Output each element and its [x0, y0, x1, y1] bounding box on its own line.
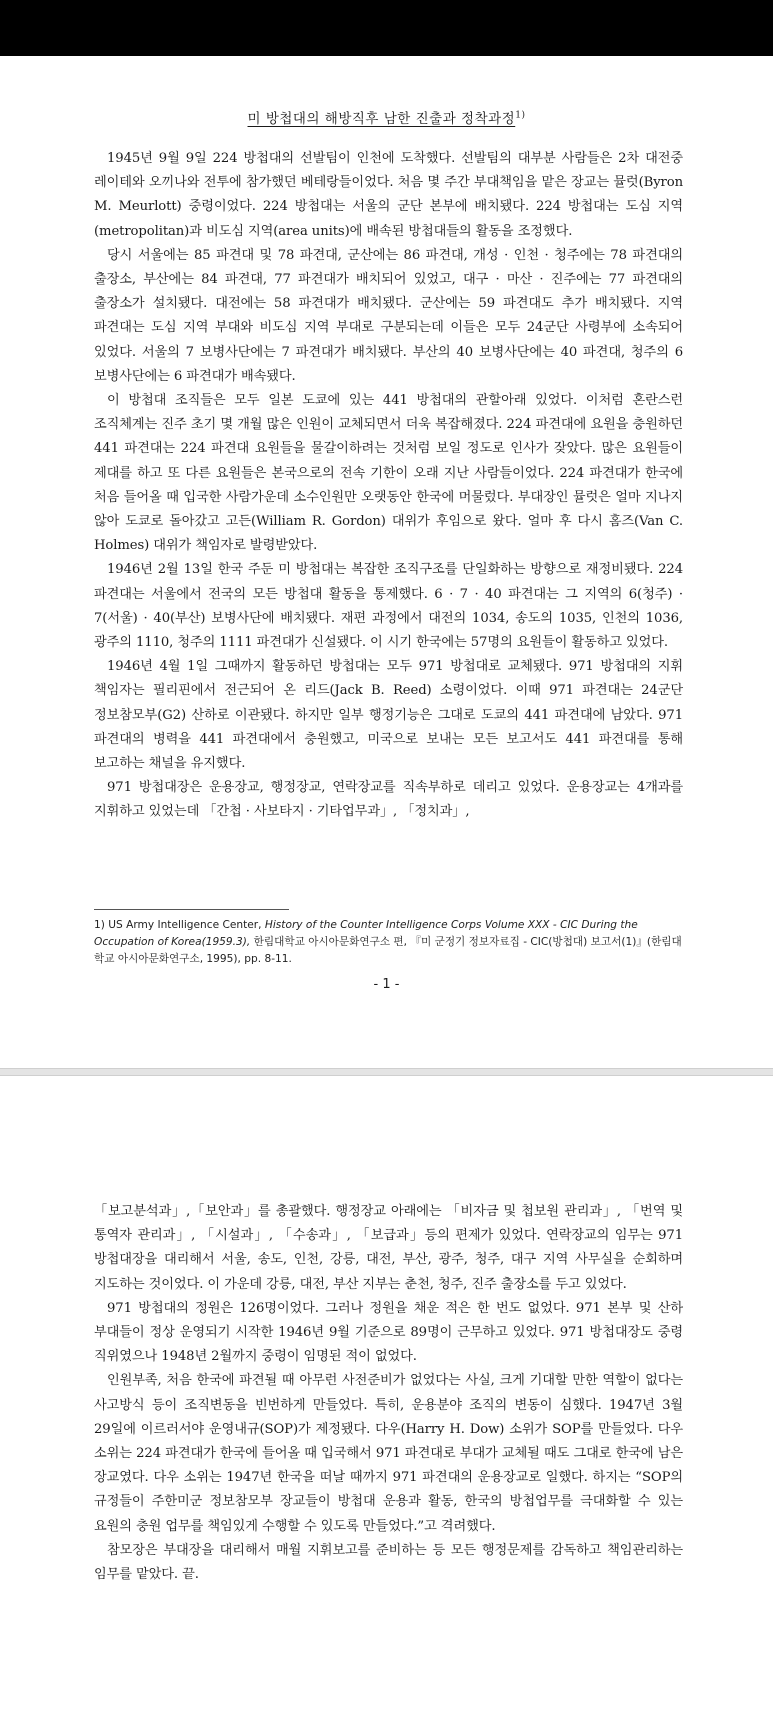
footnote-source: US Army Intelligence Center, — [108, 919, 262, 931]
document-title-text: 미 방첩대의 해방직후 남한 진출과 정착과정 — [247, 111, 516, 127]
paragraph: 당시 서울에는 85 파견대 및 78 파견대, 군산에는 86 파견대, 개성 · 인천 · 청주에는 78 파견대의 출장소, 부산에는 84 파견대, 77 파견대가 배치되어 있었고, 대구 · 마산 · 진주에는 77 파견대의 출장소가 설치됐다. 대전에는 58 파견대가 배치됐다. 군산에는 59 파견대도 추가 배치됐다. 지역 파견대는 도심 지역 부대와 비도심 지역 부대로 구분되는데 이들은 모두 24군단 사령부에 소속되어 있었다. 서울의 7 보병사단에는 7 파견대가 배치됐다. 부산의 40 보병사단에는 40 파견대, 청주의 6 보병사단에는 6 파견대가 배속됐다. — [94, 247, 683, 384]
page2-body — [94, 1200, 683, 1587]
top-black-bar — [0, 0, 773, 56]
paragraph: 참모장은 부대장을 대리해서 매월 지휘보고를 준비하는 등 모든 행정문제를 감독하고 책임관리하는 임무를 맡았다. 끝. — [94, 1542, 683, 1583]
paragraph: 971 방첩대의 정원은 126명이었다. 그러나 정원을 채운 적은 한 번도 없었다. 971 본부 및 산하 부대들이 정상 운영되기 시작한 1946년 9월 기준으로 89명이 근무하고 있었다. 971 방첩대장도 중령 직위였으나 1948년 2월까지 중령이 임명된 적이 없었다. — [94, 1300, 683, 1365]
footnote-separator — [94, 909, 289, 910]
page-number: - 1 - — [373, 977, 400, 992]
footnote-number: 1) — [94, 919, 105, 931]
document-title — [0, 107, 773, 127]
paragraph: 「보고분석과」,「보안과」를 총괄했다. 행정장교 아래에는 「비자금 및 첩보원 관리과」, 「번역 및 통역자 관리과」, 「시설과」, 「수송과」, 「보급과」등의 편제가 있었다. 연락장교의 임무는 971 방첩대장을 대리해서 서울, 송도, 인천, 강릉, 대전, 부산, 광주, 청주, 대구 지역 사무실을 순회하며 지도하는 것이었다. 이 가운데 강릉, 대전, 부산 지부는 춘천, 청주, 진주 출장소를 두고 있었다. — [94, 1204, 683, 1292]
footnote — [94, 917, 683, 968]
document-page-1 — [0, 56, 773, 1068]
paragraph: 1945년 9월 9일 224 방첩대의 선발팀이 인천에 도착했다. 선발팀의 대부분 사람들은 2차 대전중 레이테와 오끼나와 전투에 참가했던 베테랑들이었다. 처음 몇 주간 부대책임을 맡은 장교는 뮬럿(Byron M. Meurlott) 중령이었다. 224 방첩대는 서울의 군단 본부에 배치됐다. 224 방첩대는 도심 지역(metropolitan)과 비도심 지역(area units)에 배속된 방첩대들의 활동을 조정했다. — [94, 151, 683, 239]
page1-body — [94, 147, 683, 825]
document-page-2 — [0, 1076, 773, 1718]
paragraph: 이 방첩대 조직들은 모두 일본 도쿄에 있는 441 방첩대의 관할아래 있었다. 이처럼 혼란스런 조직체계는 진주 초기 몇 개월 많은 인원이 교체되면서 더욱 복잡해졌다. 224 파견대에 요원을 충원하던 441 파견대는 224 파견대 요원들을 물갈이하려는 것처럼 보일 정도로 인사가 잦았다. 많은 요원들이 제대를 하고 또 다른 요원들은 본국으로의 전속 기한이 오래 지난 사람들이었다. 224 파견대가 한국에 처음 들어올 때 입국한 사람가운데 소수인원만 오랫동안 한국에 머물렀다. 부대장인 뮬럿은 얼마 지나지 않아 도쿄로 돌아갔고 고든(William R. Gordon) 대위가 후임으로 왔다. 얼마 후 다시 홈즈(Van C. Holmes) 대위가 책임자로 발령받았다. — [94, 393, 683, 554]
footnote-book-title: History of the Counter Intelligence Corps Volume XXX - CIC During the Occupation of Korea(1959.3), — [94, 919, 638, 948]
page-separator — [0, 1068, 773, 1076]
paragraph: 1946년 2월 13일 한국 주둔 미 방첩대는 복잡한 조직구조를 단일화하는 방향으로 재정비됐다. 224 파견대는 서울에서 전국의 모든 방첩대 활동을 통제했다. 6 · 7 · 40 파견대는 그 지역의 6(청주) · 7(서울) · 40(부산) 보병사단에 배치됐다. 재편 과정에서 대전의 1034, 송도의 1035, 인천의 1036, 광주의 1110, 청주의 1111 파견대가 신설됐다. 이 시기 한국에는 57명의 요원들이 활동하고 있었다. — [94, 562, 683, 651]
paragraph: 1946년 4월 1일 그때까지 활동하던 방첩대는 모두 971 방첩대로 교체됐다. 971 방첩대의 지휘 책임자는 필리핀에서 전근되어 온 리드(Jack B. Reed) 소령이었다. 이때 971 파견대는 24군단 정보참모부(G2) 산하로 이관됐다. 하지만 일부 행정기능은 그대로 도쿄의 441 파견대에 남았다. 971 파견대의 병력을 441 파견대에서 충원했고, 미국으로 보내는 모든 보고서도 441 파견대를 통해 보고하는 채널을 유지했다. — [94, 659, 683, 772]
footnote-publisher: 한림대학교 아시아문화연구소 편, 『미 군정기 정보자료집 - CIC(방첩대) 보고서(1)』(한림대학교 아시아문화연구소, 1995), pp. 8-11. — [94, 936, 682, 965]
paragraph: 인원부족, 처음 한국에 파견될 때 아무런 사전준비가 없었다는 사실, 크게 기대할 만한 역할이 없다는 사고방식 등이 조직변동을 빈번하게 만들었다. 특히, 운용분야 조직의 변동이 심했다. 1947년 3월 29일에 이르러서야 운영내규(SOP)가 제정됐다. 다우(Harry H. Dow) 소위가 SOP를 만들었다. 다우 소위는 224 파견대가 한국에 들어올 때 입국해서 971 파견대로 부대가 교체될 때도 그대로 한국에 남은 장교였다. 다우 소위는 1947년 한국을 떠날 때까지 971 파견대의 운용장교로 일했다. 하지는 “SOP의 규정들이 주한미군 정보참모부 장교들이 방첩대 운용과 활동, 한국의 방첩업무를 극대화할 수 있는 요원의 충원 업무를 책임있게 수행할 수 있도록 만들었다.”고 격려했다. — [94, 1373, 683, 1534]
title-footnote-ref: 1) — [515, 110, 526, 121]
paragraph: 971 방첩대장은 운용장교, 행정장교, 연락장교를 직속부하로 데리고 있었다. 운용장교는 4개과를 지휘하고 있었는데 「간첩 · 사보타지 · 기타업무과」, 「정치과」, — [94, 780, 683, 820]
